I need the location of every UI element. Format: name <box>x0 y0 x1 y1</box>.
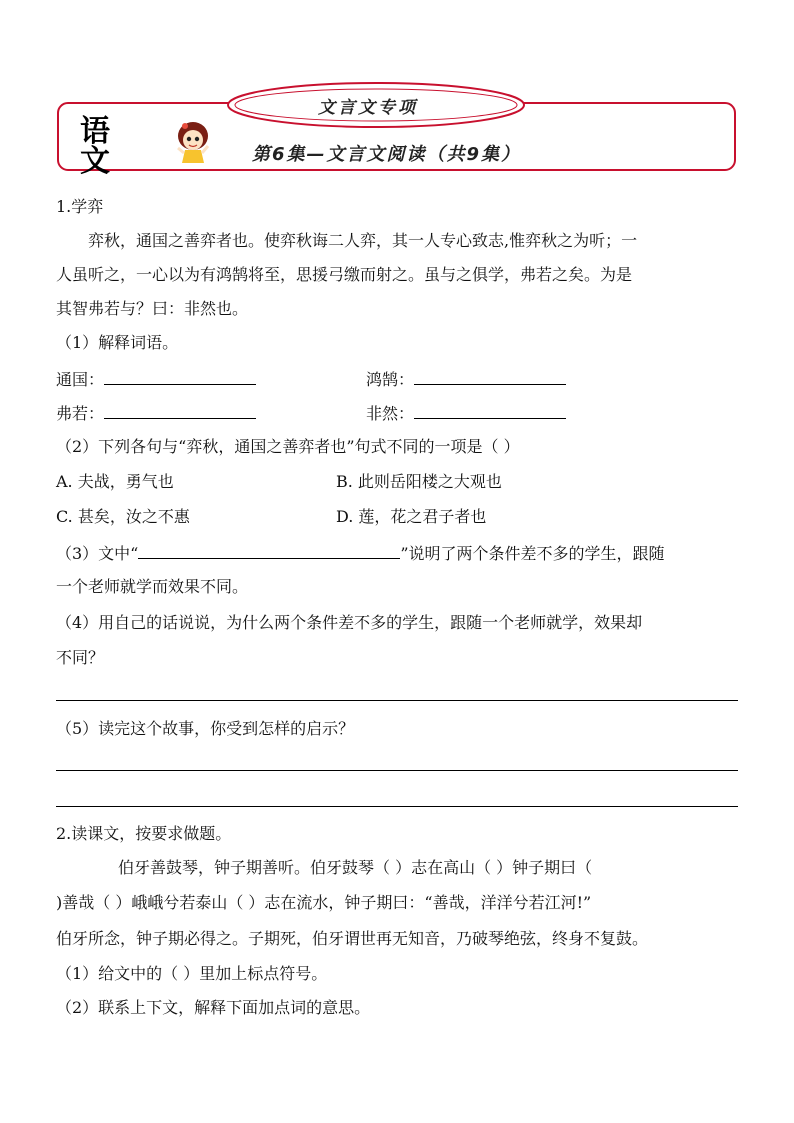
q1-part-5: （5）读完这个故事，你受到怎样的启示？ <box>56 719 355 738</box>
q1-part-5-answer-line-2[interactable] <box>56 806 738 807</box>
q1-word-4 <box>366 403 566 424</box>
q1-word-3-label: 弗若： <box>56 404 105 423</box>
q1-part-3-suffix: ”说明了两个条件差不多的学生，跟随 <box>400 544 665 563</box>
q1-option-d: D. 莲，花之君子者也 <box>336 507 487 526</box>
q1-passage-line-2: 人虽听之，一心以为有鸿鹄将至，思援弓缴而射之。虽与之俱学，弗若之矣。为是 <box>56 265 633 284</box>
q1-part-5-answer-line-1[interactable] <box>56 770 738 771</box>
q2-part-1: （1）给文中的（ ）里加上标点符号。 <box>56 964 328 983</box>
q1-heading: 1.学弈 <box>56 197 104 216</box>
q1-word-2 <box>366 369 566 390</box>
q2-passage-line-3: 伯牙所念，钟子期必得之。子期死，伯牙谓世再无知音，乃破琴绝弦，终身不复鼓。 <box>56 929 649 948</box>
q1-passage-line-3: 其智弗若与？曰：非然也。 <box>56 299 249 318</box>
subject-char-1: 语 <box>80 114 110 149</box>
q1-word-1-blank[interactable] <box>104 369 256 385</box>
q1-part-4-line-1: （4）用自己的话说说，为什么两个条件差不多的学生，跟随一个老师就学，效果却 <box>56 613 643 632</box>
q1-part-3 <box>56 543 665 564</box>
subject-char-2: 文 <box>80 144 110 179</box>
q1-word-4-blank[interactable] <box>414 403 566 419</box>
q2-passage-line-2: )善哉（ ）峨峨兮若泰山（ ）志在流水，钟子期曰：“善哉，洋洋兮若江河!” <box>56 893 592 912</box>
q1-part-3-line-2: 一个老师就学而效果不同。 <box>56 577 249 596</box>
episode-title: 第6集—文言文阅读（共9集） <box>252 144 522 165</box>
q2-heading: 2.读课文，按要求做题。 <box>56 824 232 843</box>
q2-passage-line-1: 伯牙善鼓琴，钟子期善听。伯牙鼓琴（ ）志在高山（ ）钟子期曰（ <box>118 858 593 877</box>
q1-part-1: （1）解释词语。 <box>56 333 179 352</box>
q1-word-2-label: 鸿鹄： <box>366 370 415 389</box>
q1-part-2: （2）下列各句与“弈秋，通国之善弈者也”句式不同的一项是（ ） <box>56 437 520 456</box>
q1-part-4-answer-line[interactable] <box>56 700 738 701</box>
q1-word-3 <box>56 403 256 424</box>
q1-word-2-blank[interactable] <box>414 369 566 385</box>
q1-part-4-line-2: 不同？ <box>56 648 105 667</box>
q1-option-b: B. 此则岳阳楼之大观也 <box>336 472 502 491</box>
q1-option-c: C. 甚矣，汝之不惠 <box>56 507 190 526</box>
q1-word-3-blank[interactable] <box>104 403 256 419</box>
q1-word-4-label: 非然： <box>366 404 415 423</box>
q1-word-1 <box>56 369 256 390</box>
q1-part-3-blank[interactable] <box>138 543 400 559</box>
q2-part-2: （2）联系上下文，解释下面加点词的意思。 <box>56 998 371 1017</box>
banner-title: 文言文专项 <box>318 98 418 118</box>
q1-part-3-prefix: （3）文中“ <box>56 544 139 563</box>
q1-option-a: A. 夫战，勇气也 <box>56 472 174 491</box>
q1-word-1-label: 通国： <box>56 370 105 389</box>
q1-passage-line-1: 弈秋，通国之善弈者也。使弈秋诲二人弈，其一人专心致志,惟弈秋之为听；一 <box>88 231 638 250</box>
